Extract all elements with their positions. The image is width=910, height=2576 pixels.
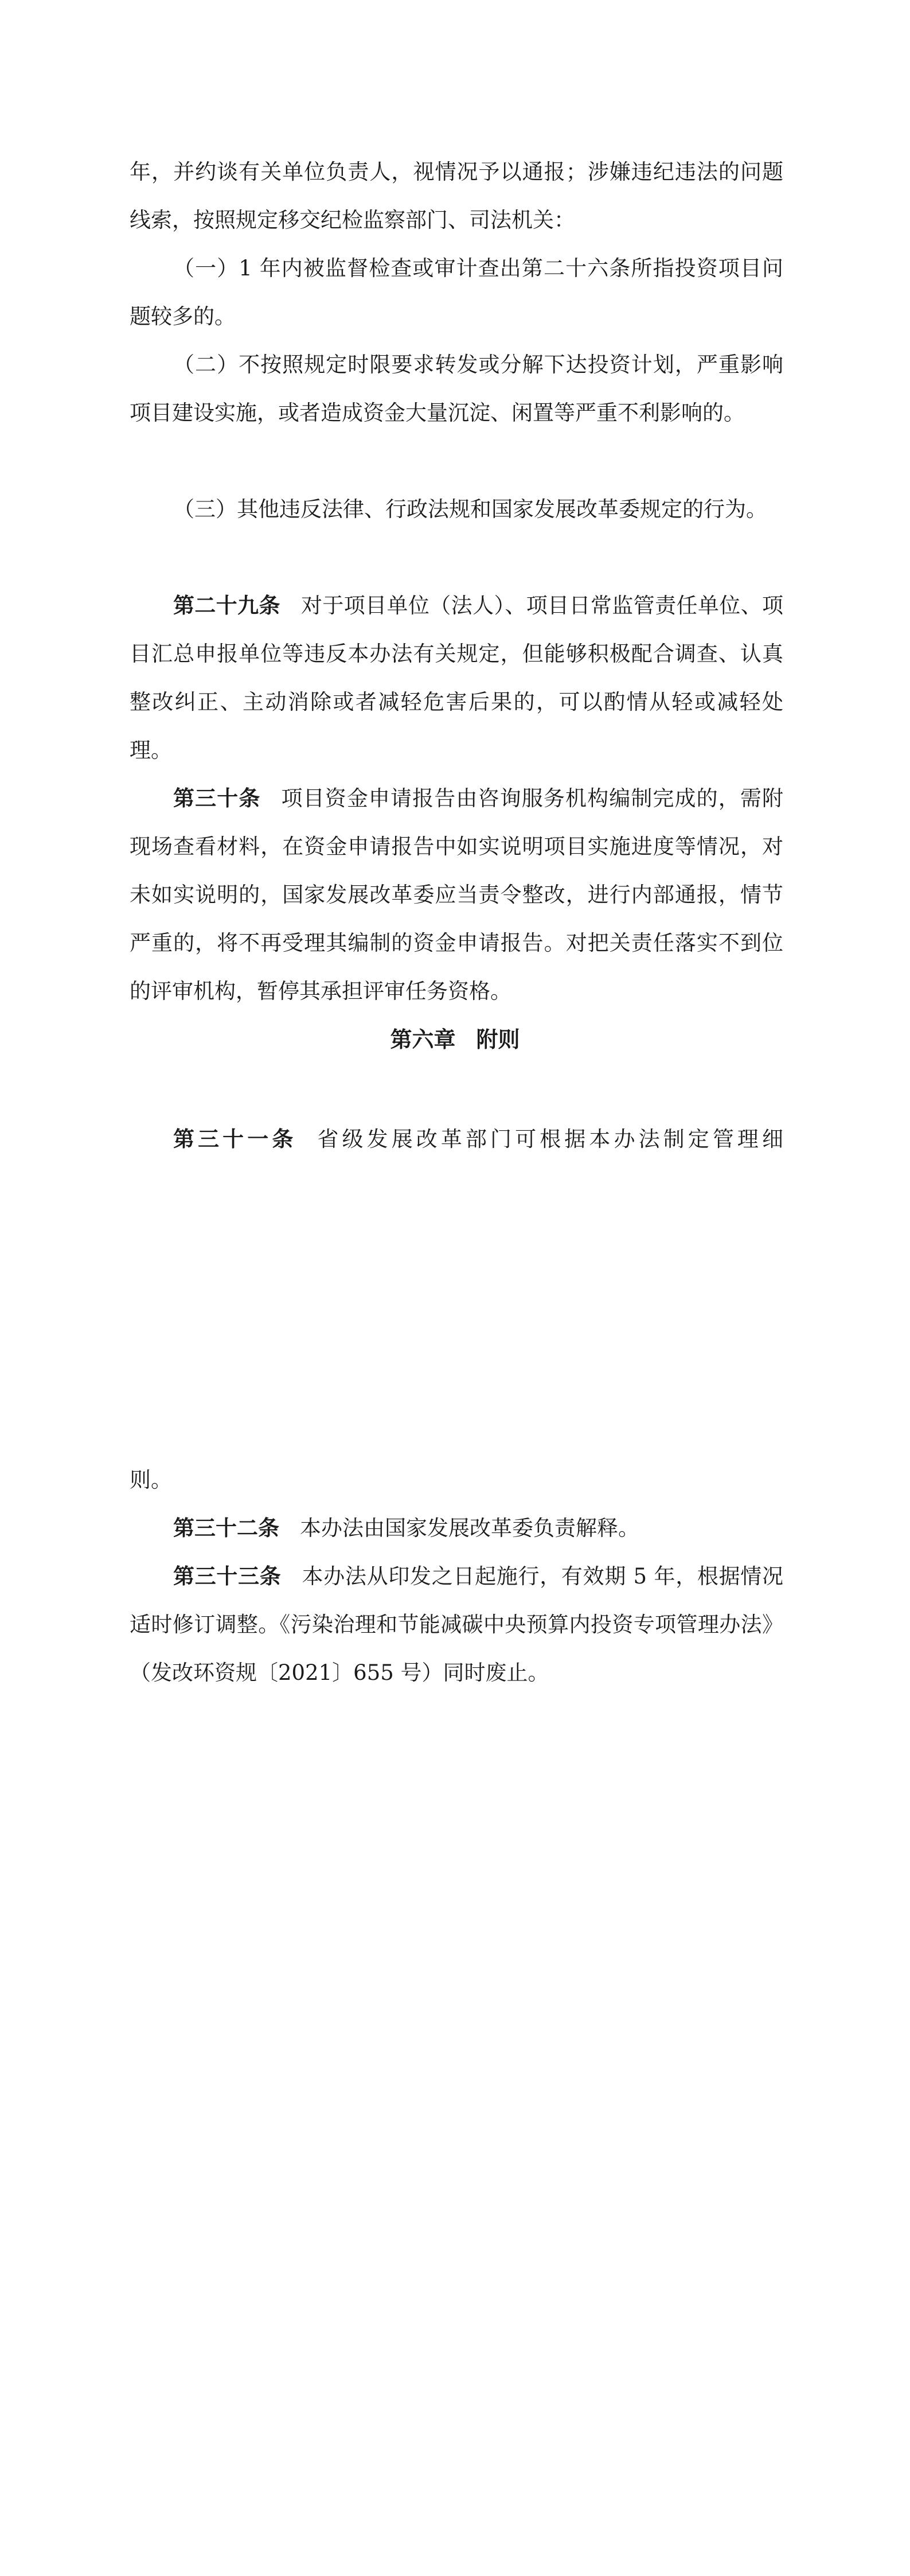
chapter-title: 附则 bbox=[476, 1027, 520, 1052]
list-item-2: （二）不按照规定时限要求转发或分解下达投资计划，严重影响项目建设实施，或者造成资金大量沉淀、闲置等严重不利影响的。 bbox=[130, 352, 783, 425]
article-31-label: 第三十一条 bbox=[173, 1127, 297, 1151]
article-30 bbox=[130, 775, 783, 1015]
article-33-label: 第三十三条 bbox=[173, 1564, 282, 1589]
chapter-heading bbox=[0, 1015, 910, 1064]
paragraph-continuation: 年，并约谈有关单位负责人，视情况予以通报；涉嫌违纪违法的问题线索，按照规定移交纪检监察部门、司法机关： bbox=[130, 159, 783, 232]
chapter-number: 第六章 bbox=[390, 1027, 456, 1052]
article-29-text: 对于项目单位（法人）、项目日常监管责任单位、项目汇总申报单位等违反本办法有关规定，但能够积极配合调查、认真整改纠正、主动消除或者减轻危害后果的，可以酌情从轻或减轻处理。 bbox=[130, 593, 784, 762]
article-30-text: 项目资金申请报告由咨询服务机构编制完成的，需附现场查看材料，在资金申请报告中如实说明项目实施进度等情况，对未如实说明的，国家发展改革委应当责令整改，进行内部通报，情节严重的，将不再受理其编制的资金申请报告。对把关责任落实不到位的评审机构，暂停其承担评审任务资格。 bbox=[130, 786, 784, 1003]
article-31-continuation: 则。 bbox=[130, 1468, 172, 1492]
list-item-3: （三）其他违反法律、行政法规和国家发展改革委规定的行为。 bbox=[173, 497, 767, 522]
list-item-1: （一）1 年内被监督检查或审计查出第二十六条所指投资项目问题较多的。 bbox=[130, 256, 783, 329]
article-32 bbox=[130, 1504, 783, 1552]
article-29-label: 第二十九条 bbox=[173, 593, 280, 618]
article-32-text: 本办法由国家发展改革委负责解释。 bbox=[300, 1516, 639, 1540]
article-31-text: 省级发展改革部门可根据本办法制定管理细 bbox=[317, 1127, 784, 1151]
article-31 bbox=[130, 1115, 783, 1164]
article-33-text: 本办法从印发之日起施行，有效期 5 年，根据情况适时修订调整。《污染治理和节能减碳中央预算内投资专项管理办法》（发改环资规〔2021〕655 号）同时废止。 bbox=[130, 1564, 784, 1685]
article-30-label: 第三十条 bbox=[173, 786, 261, 811]
article-33 bbox=[130, 1552, 783, 1697]
article-32-label: 第三十二条 bbox=[173, 1516, 279, 1540]
article-29 bbox=[130, 582, 783, 775]
